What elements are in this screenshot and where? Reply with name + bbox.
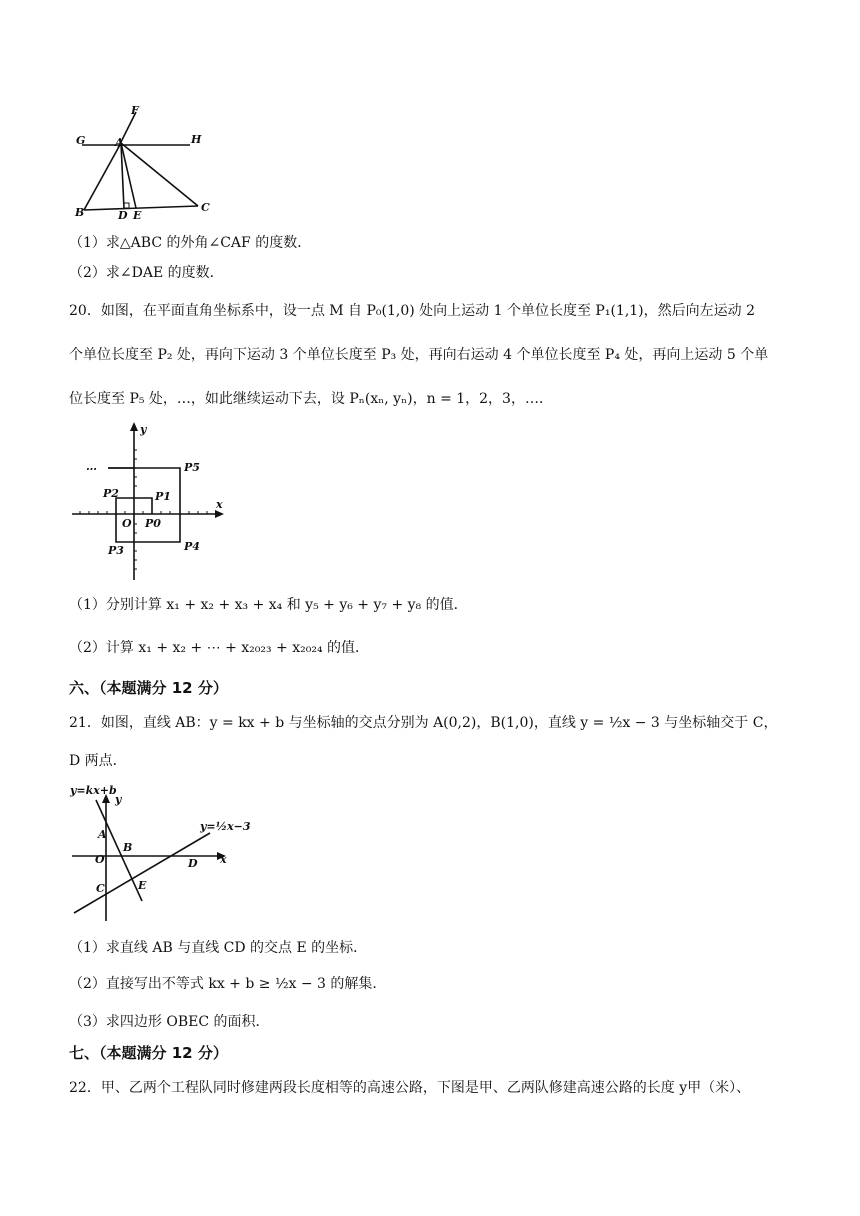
label-x: x: [220, 853, 227, 866]
label-a: A: [98, 828, 107, 841]
label-c: C: [201, 201, 210, 214]
section-six-heading: 六、（本题满分 12 分）: [69, 679, 228, 697]
triangle-figure: [70, 100, 230, 225]
label-o: O: [95, 853, 105, 866]
label-line-ab: y=kx+b: [70, 784, 117, 797]
label-dots: …: [86, 460, 97, 473]
label-p5: P5: [184, 461, 200, 474]
label-x: x: [216, 498, 223, 511]
q20-sub2: （2）计算 x₁ + x₂ + ⋯ + x₂₀₂₃ + x₂₀₂₄ 的值．: [69, 640, 370, 656]
two-lines-figure: [70, 783, 260, 923]
q20-sub1: （1）分别计算 x₁ + x₂ + x₃ + x₄ 和 y₅ + y₆ + y₇ + y₈ 的值．: [69, 597, 468, 613]
label-line-cd: y=½x−3: [200, 820, 251, 833]
spiral-path: [108, 468, 180, 542]
label-g: G: [76, 134, 86, 147]
q21-sub1: （1）求直线 AB 与直线 CD 的交点 E 的坐标．: [69, 940, 368, 956]
label-p0: P0: [145, 517, 161, 530]
section-seven-heading: 七、（本题满分 12 分）: [69, 1044, 228, 1062]
label-o: O: [122, 517, 132, 530]
q21-line2: D 两点．: [69, 753, 127, 769]
q19-sub1: （1）求△ABC 的外角∠CAF 的度数．: [69, 235, 312, 251]
line-ab: [84, 143, 121, 210]
spiral-coordinate-figure: [70, 420, 240, 585]
right-angle-mark: [124, 203, 129, 208]
q21-sub2: （2）直接写出不等式 kx + b ≥ ½x − 3 的解集．: [69, 976, 387, 992]
q20-line2: 个单位长度至 P₂ 处，再向下运动 3 个单位长度至 P₃ 处，再向右运动 4 个单位长度至 P₄ 处，再向上运动 5 个单: [69, 347, 769, 363]
label-f: F: [131, 104, 139, 117]
label-h: H: [191, 133, 202, 146]
label-p4: P4: [184, 540, 200, 553]
label-y: y: [140, 423, 147, 436]
q21-sub3: （3）求四边形 OBEC 的面积．: [69, 1014, 270, 1030]
q20-line3: 位长度至 P₅ 处，…，如此继续运动下去，设 Pₙ(xₙ, yₙ)，n = 1，2，3，…．: [69, 391, 553, 407]
q19-sub2: （2）求∠DAE 的度数．: [69, 265, 224, 281]
label-b: B: [75, 206, 85, 219]
label-d: D: [188, 857, 198, 870]
label-e: E: [133, 209, 142, 222]
label-e: E: [138, 879, 147, 892]
label-c: C: [96, 882, 105, 895]
q22-line1: 22．甲、乙两个工程队同时修建两段长度相等的高速公路，下图是甲、乙两队修建高速公路的长度 y甲（米）、: [69, 1080, 751, 1096]
y-arrow: [130, 422, 138, 431]
x-arrow: [215, 510, 224, 518]
label-p3: P3: [108, 544, 124, 557]
label-y: y: [115, 793, 122, 806]
label-b: B: [123, 841, 133, 854]
label-p1: P1: [155, 490, 171, 503]
label-a: A: [115, 136, 124, 149]
label-d: D: [118, 209, 128, 222]
q20-line1: 20．如图，在平面直角坐标系中，设一点 M 自 P₀(1,0) 处向上运动 1 个单位长度至 P₁(1,1)，然后向左运动 2: [69, 303, 756, 319]
q21-line1: 21．如图，直线 AB：y = kx + b 与坐标轴的交点分别为 A(0,2)，B(1,0)，直线 y = ½x − 3 与坐标轴交于 C，: [69, 715, 778, 731]
label-p2: P2: [103, 487, 119, 500]
